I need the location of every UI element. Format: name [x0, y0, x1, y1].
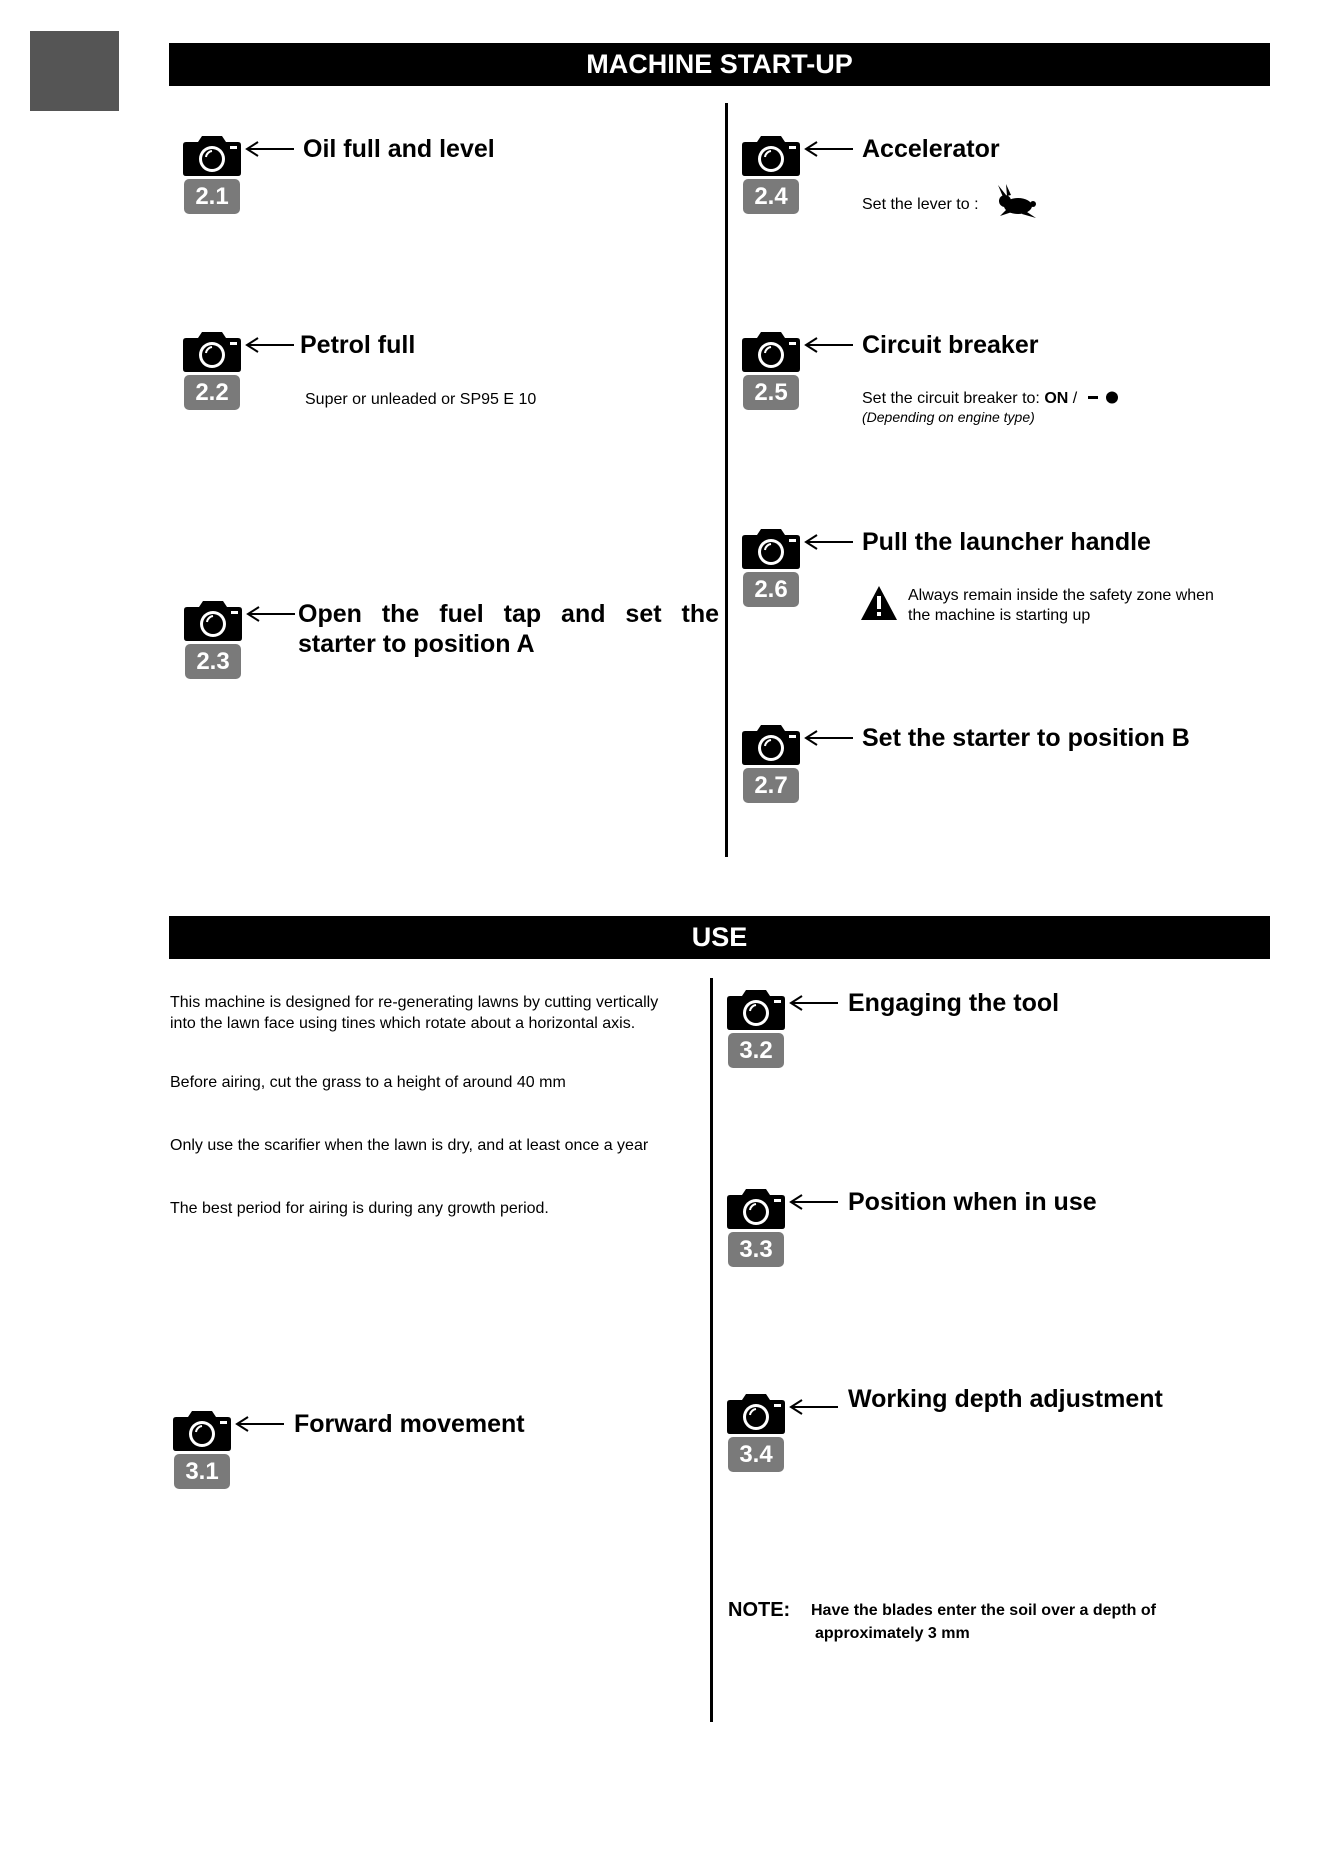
off-symbol-icon [1088, 390, 1120, 404]
arrow-left-icon [244, 335, 294, 355]
note-label: NOTE: [728, 1599, 791, 1621]
step-title: Engaging the tool [848, 989, 1060, 1017]
note-line2: approximately 3 mm [815, 1625, 970, 1642]
note-line1: Have the blades enter the soil over a depth of [811, 1602, 1156, 1619]
step-3-1 [172, 1408, 772, 1518]
arrow-left-icon [245, 604, 295, 624]
warning-icon [859, 584, 899, 622]
step-2-2 [182, 329, 782, 439]
step-title: Pull the launcher handle [862, 528, 1151, 556]
step-number-badge: 3.1 [174, 1454, 230, 1489]
camera-icon [741, 329, 801, 373]
accelerator-text: Set the lever to : [862, 196, 979, 213]
camera-icon [726, 987, 786, 1031]
engine-type-note: (Depending on engine type) [862, 409, 1035, 425]
arrow-left-icon [803, 532, 853, 552]
camera-icon [182, 133, 242, 177]
on-label: ON [1044, 390, 1069, 407]
step-2-1 [182, 133, 782, 243]
safety-warning-line1: Always remain inside the safety zone when [908, 587, 1214, 604]
step-3-3 [726, 1186, 1324, 1296]
camera-icon [183, 598, 243, 642]
camera-icon [726, 1391, 786, 1435]
camera-icon [741, 526, 801, 570]
fuel-type-text: Super or unleaded or SP95 E 10 [305, 391, 537, 408]
section-header-use: USE [169, 916, 1270, 959]
step-title: Petrol full [300, 331, 416, 359]
step-number-badge: 2.1 [184, 179, 240, 214]
arrow-left-icon [244, 139, 294, 159]
step-title: Forward movement [294, 1410, 525, 1438]
step-2-7 [741, 722, 1324, 832]
step-number-badge: 2.6 [743, 572, 799, 607]
camera-icon [172, 1408, 232, 1452]
arrow-left-icon [788, 1192, 838, 1212]
step-title: Circuit breaker [862, 331, 1039, 359]
use-intro-paragraph [170, 992, 710, 1034]
step-number-badge: 2.4 [743, 179, 799, 214]
step-number-badge: 2.3 [185, 644, 241, 679]
step-title: Accelerator [862, 135, 1000, 163]
step-title: Oil full and level [303, 135, 495, 163]
step-number-badge: 3.4 [728, 1437, 784, 1472]
camera-icon [182, 329, 242, 373]
step-number-badge: 2.2 [184, 375, 240, 410]
separator: / [1072, 390, 1078, 407]
arrow-left-icon [788, 993, 838, 1013]
arrow-left-icon [803, 139, 853, 159]
circuit-breaker-instruction: Set the circuit breaker to: [862, 390, 1040, 407]
step-title: Position when in use [848, 1188, 1097, 1216]
camera-icon [741, 133, 801, 177]
circuit-breaker-text [862, 389, 1120, 409]
arrow-left-icon [234, 1414, 284, 1434]
camera-icon [741, 722, 801, 766]
step-number-badge: 2.7 [743, 768, 799, 803]
corner-tab [30, 31, 119, 111]
step-title: Working depth adjustment [848, 1385, 1163, 1413]
step-3-2 [726, 987, 1324, 1097]
step-title-line1: Open the fuel tap and set the [298, 600, 719, 628]
column-divider [710, 978, 713, 1722]
paragraph-line: This machine is designed for re-generating lawns by cutting vertically [170, 994, 659, 1011]
use-paragraph-growth-period: The best period for airing is during any growth period. [170, 1200, 549, 1217]
step-number-badge: 3.3 [728, 1232, 784, 1267]
section-header-machine-startup: MACHINE START-UP [169, 43, 1270, 86]
step-number-badge: 3.2 [728, 1033, 784, 1068]
use-paragraph-dry-lawn: Only use the scarifier when the lawn is dry, and at least once a year [170, 1137, 649, 1154]
use-paragraph-grass-height: Before airing, cut the grass to a height of around 40 mm [170, 1074, 566, 1091]
step-3-4 [726, 1385, 1324, 1501]
camera-icon [726, 1186, 786, 1230]
safety-warning-line2: the machine is starting up [908, 607, 1091, 624]
arrow-left-icon [788, 1397, 838, 1417]
step-number-badge: 2.5 [743, 375, 799, 410]
arrow-left-icon [803, 335, 853, 355]
step-title-line2: starter to position A [298, 630, 535, 658]
step-title: Set the starter to position B [862, 724, 1190, 752]
arrow-left-icon [803, 728, 853, 748]
rabbit-icon [994, 184, 1038, 220]
paragraph-line: into the lawn face using tines which rotate about a horizontal axis. [170, 1015, 636, 1032]
